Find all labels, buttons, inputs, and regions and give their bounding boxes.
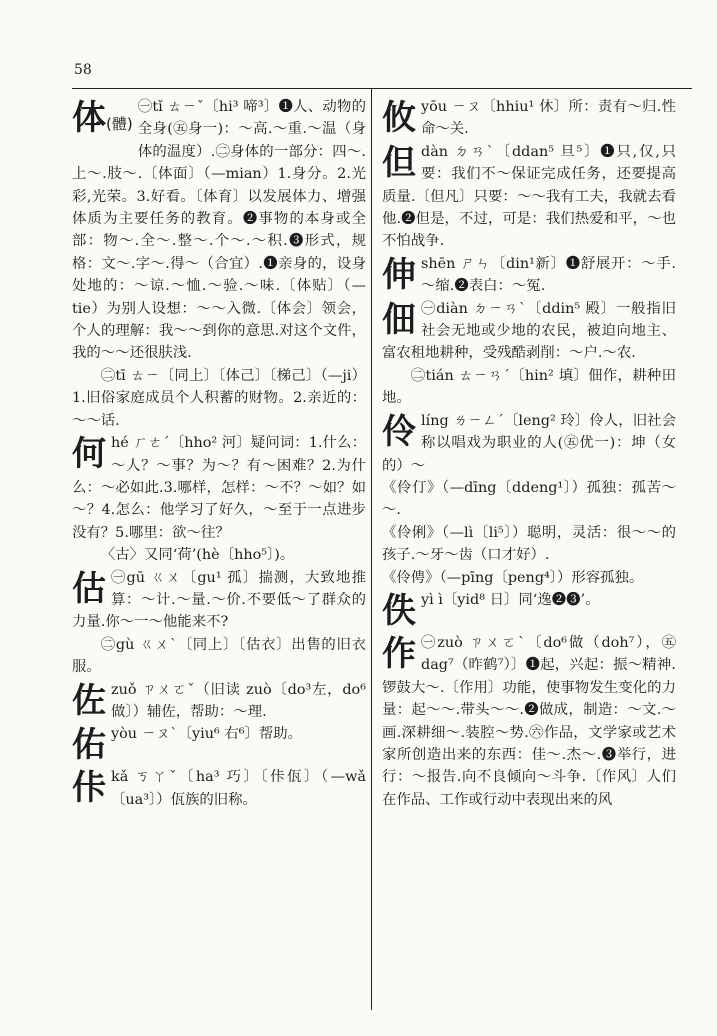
definition-sub: ㊁gù ㄍㄨˋ〔同上〕〔估衣〕出售的旧衣服。 bbox=[72, 636, 366, 676]
headword: 伸 bbox=[382, 254, 416, 295]
left-column bbox=[72, 96, 366, 811]
page-number: 58 bbox=[74, 62, 92, 78]
definition: ㊀gū ㄍㄨ〔gu¹ 孤〕揣测，大致地推算：～计.～量.～价.不要低～了群众的力量.你～一～他能来不? bbox=[72, 569, 366, 631]
definition: ㊀zuò ㄗㄨㄛˋ〔do⁶做（doh⁷），㊄dag⁷（昨鹤⁷）〕❶起，兴起：振～精神.锣鼓大～.〔作用〕功能，使事物发生变化的力量：起～～.带头～～.❷做成，制造：～文.～画.深耕细～.装腔～势.㊅作品，文学家或艺术家所创造出来的东西：佳～.杰～.❸举行，进行：～报告.向不良倾向～斗争.〔作风〕人们在作品、工作或行动中表现出来的风 bbox=[382, 634, 676, 808]
definition: hé ㄏㄜˊ〔hho² 河〕疑问词：1.什么：～人？～事？为～？有～困难？2.为什么：～必如此.3.哪样，怎样：～不？～如？如～？4.怎么：他学习了好久，～至于一点进步没有？5.哪里：欲～往？ bbox=[72, 435, 366, 541]
top-rule bbox=[72, 88, 692, 89]
right-column bbox=[382, 96, 676, 811]
entry-shen bbox=[382, 253, 676, 298]
entry-ti bbox=[72, 96, 366, 432]
definition: kǎ ㄎㄚˇ〔ha³ 巧〕〔佧佤〕（—wǎ〔ua³〕）佤族的旧称。 bbox=[111, 769, 366, 808]
compound: 《伶俐》（—lì〔li⁵〕）聪明，灵活：很～～的孩子.～牙～齿（口才好）. bbox=[382, 524, 676, 564]
column-divider bbox=[371, 88, 372, 1010]
definition: yì ì〔yid⁸ 日〕同‘逸❷❸’。 bbox=[421, 591, 600, 608]
definition-sub: ㊁tián ㄊㄧㄢˊ〔hin² 填〕佃作，耕种田地。 bbox=[382, 367, 676, 407]
entry-dian bbox=[382, 298, 676, 410]
headword: 佃 bbox=[382, 299, 416, 340]
headword: 估 bbox=[72, 568, 106, 609]
entry-zuo bbox=[72, 679, 366, 724]
definition: dàn ㄉㄢˋ〔ddan⁵ 旦⁵〕❶只,仅,只要：我们不～保证完成任务，还要提高质量.〔但凡〕只要：～～我有工夫，我就去看他.❷但是，不过，可是：我们热爱和平，～也不怕战争. bbox=[382, 143, 676, 250]
definition: shēn ㄕㄣ〔din¹新〕❶舒展开：～手.～缩.❷表白：～冤. bbox=[421, 255, 676, 295]
headword: 攸 bbox=[382, 98, 416, 138]
definition-sub: ㊁tī ㄊㄧ〔同上〕〔体己〕〔梯己〕（—ji）1.旧俗家庭成员个人积蓄的财物。2.亲近的：～～话. bbox=[72, 367, 366, 429]
headword: 佚 bbox=[382, 590, 416, 631]
compound: 《伶俜》（—pīng〔peng⁴〕）形容孤独。 bbox=[382, 569, 644, 586]
entry-you2 bbox=[382, 96, 676, 141]
headword: 佑 bbox=[72, 725, 106, 766]
entry-ling bbox=[382, 410, 676, 589]
definition: yōu ㄧㄡ〔hhiu¹ 休〕所：责有～归.性命～关. bbox=[421, 99, 676, 138]
headword: 伶 bbox=[382, 411, 416, 452]
definition: ㊀diàn ㄉㄧㄢˋ〔ddin⁵ 殿〕一般指旧社会无地或少地的农民，被迫向地主、富农租地耕种，受残酷剥削：～户.～农. bbox=[382, 300, 676, 362]
compound: 《伶仃》（—dīng〔ddeng¹〕）孤独：孤苦～～. bbox=[382, 479, 676, 519]
definition: ㊀tǐ ㄊㄧˇ〔hi³ 啼³〕❶人、动物的全身(㊄身一)：～高.～重.～温（身体的温度）.㊁身体的一部分：四～.上～.肢～.〔体面〕（—mian）1.身分。2.光彩,光荣。3.好看。〔体育〕以发展体力、增强体质为主要任务的教育。❷事物的本身或全部：物～.全～.整～.个～.～积.❸形式，规格：文～.字～.得～（合宜）.❶亲身的，设身处地的：～谅.～恤.～验.～味.〔体贴〕（—tie）为别人设想：～～入微.〔体会〕领会，个人的理解：我～～到你的意思.对这个文件，我的～～还很肤浅. bbox=[72, 99, 366, 362]
definition: zuǒ ㄗㄨㄛˇ（旧读 zuò〔do³左，do⁶做〕）辅佐，帮助：～理. bbox=[111, 681, 366, 720]
headword: 作 bbox=[382, 633, 416, 674]
headword: 佐 bbox=[72, 680, 106, 721]
entry-dan bbox=[382, 141, 676, 253]
entry-he bbox=[72, 432, 366, 566]
entry-yi bbox=[382, 589, 676, 632]
entry-you bbox=[72, 723, 366, 766]
definition: yòu ㄧㄡˋ〔yiu⁶ 右⁶〕帮助。 bbox=[111, 726, 303, 743]
headword: 但 bbox=[382, 142, 416, 183]
headword: 体(體) bbox=[72, 98, 133, 138]
entry-gu bbox=[72, 567, 366, 679]
definition-sub: 〈古〉又同‘荷’(hè〔hho⁵〕)。 bbox=[100, 547, 295, 564]
headword: 佧 bbox=[72, 768, 106, 809]
entry-ka bbox=[72, 766, 366, 811]
definition: líng ㄌㄧㄥˊ〔leng² 玲〕伶人，旧社会称以唱戏为职业的人(㊄优一)：坤（女的）～ bbox=[382, 412, 676, 474]
headword: 何 bbox=[72, 434, 106, 475]
entry-zuo2 bbox=[382, 632, 676, 811]
